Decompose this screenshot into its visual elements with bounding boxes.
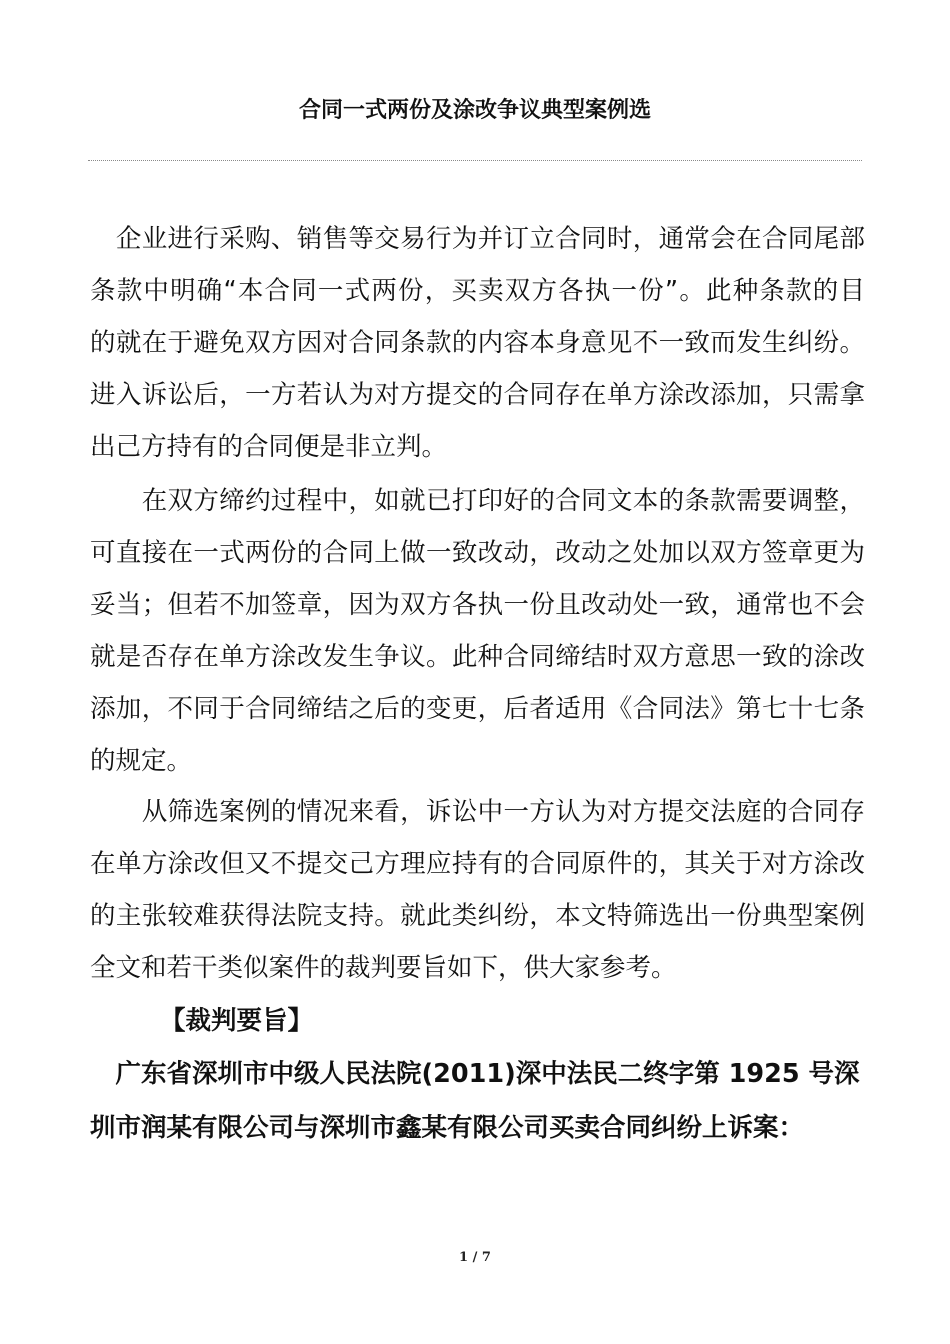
paragraph-line: 企业进行采购、销售等交易行为并订立合同时，通常会在合同尾部: [90, 224, 865, 254]
page-indicator: 1 / 7: [459, 1250, 491, 1265]
paragraph-line: 在双方缔约过程中，如就已打印好的合同文本的条款需要调整，: [90, 486, 865, 516]
paragraph-line: 在单方涂改但又不提交己方理应持有的合同原件的，其关于对方涂改: [90, 849, 865, 879]
case-title: [90, 1047, 860, 1155]
paragraph-line: 的规定。: [90, 746, 193, 776]
paragraph-line: 条款中明确“本合同一式两份，买卖双方各执一份”。此种条款的目: [90, 276, 865, 306]
paragraph-line: 可直接在一式两份的合同上做一致改动，改动之处加以双方签章更为: [90, 538, 865, 568]
case-title-line: 圳市润某有限公司与深圳市鑫某有限公司买卖合同纠纷上诉案：: [90, 1113, 805, 1143]
section-heading: 【裁判要旨】: [160, 1006, 314, 1036]
paragraph-line: 的主张较难获得法院支持。就此类纠纷，本文特筛选出一份典型案例: [90, 901, 865, 931]
case-title-line: 广东省深圳市中级人民法院(2011)深中法民二终字第 1925 号深: [90, 1059, 860, 1089]
paragraph-case-overview: [90, 786, 865, 994]
paragraph-intro: [90, 213, 865, 473]
document-title: 合同一式两份及涂改争议典型案例选: [298, 98, 651, 123]
title-divider: [88, 160, 862, 161]
paragraph-line: 的就在于避免双方因对合同条款的内容本身意见不一致而发生纠纷。: [90, 328, 865, 358]
paragraph-negotiation: [90, 475, 865, 787]
paragraph-line: 妥当；但若不加签章，因为双方各执一份且改动处一致，通常也不会: [90, 590, 865, 620]
paragraph-line: 全文和若干类似案件的裁判要旨如下，供大家参考。: [90, 953, 677, 983]
paragraph-line: 进入诉讼后，一方若认为对方提交的合同存在单方涂改添加，只需拿: [90, 380, 865, 410]
paragraph-line: 添加，不同于合同缔结之后的变更，后者适用《合同法》第七十七条: [90, 694, 865, 724]
paragraph-line: 出己方持有的合同便是非立判。: [90, 432, 448, 462]
paragraph-line: 就是否存在单方涂改发生争议。此种合同缔结时双方意思一致的涂改: [90, 642, 865, 672]
paragraph-line: 从筛选案例的情况来看，诉讼中一方认为对方提交法庭的合同存: [90, 797, 865, 827]
